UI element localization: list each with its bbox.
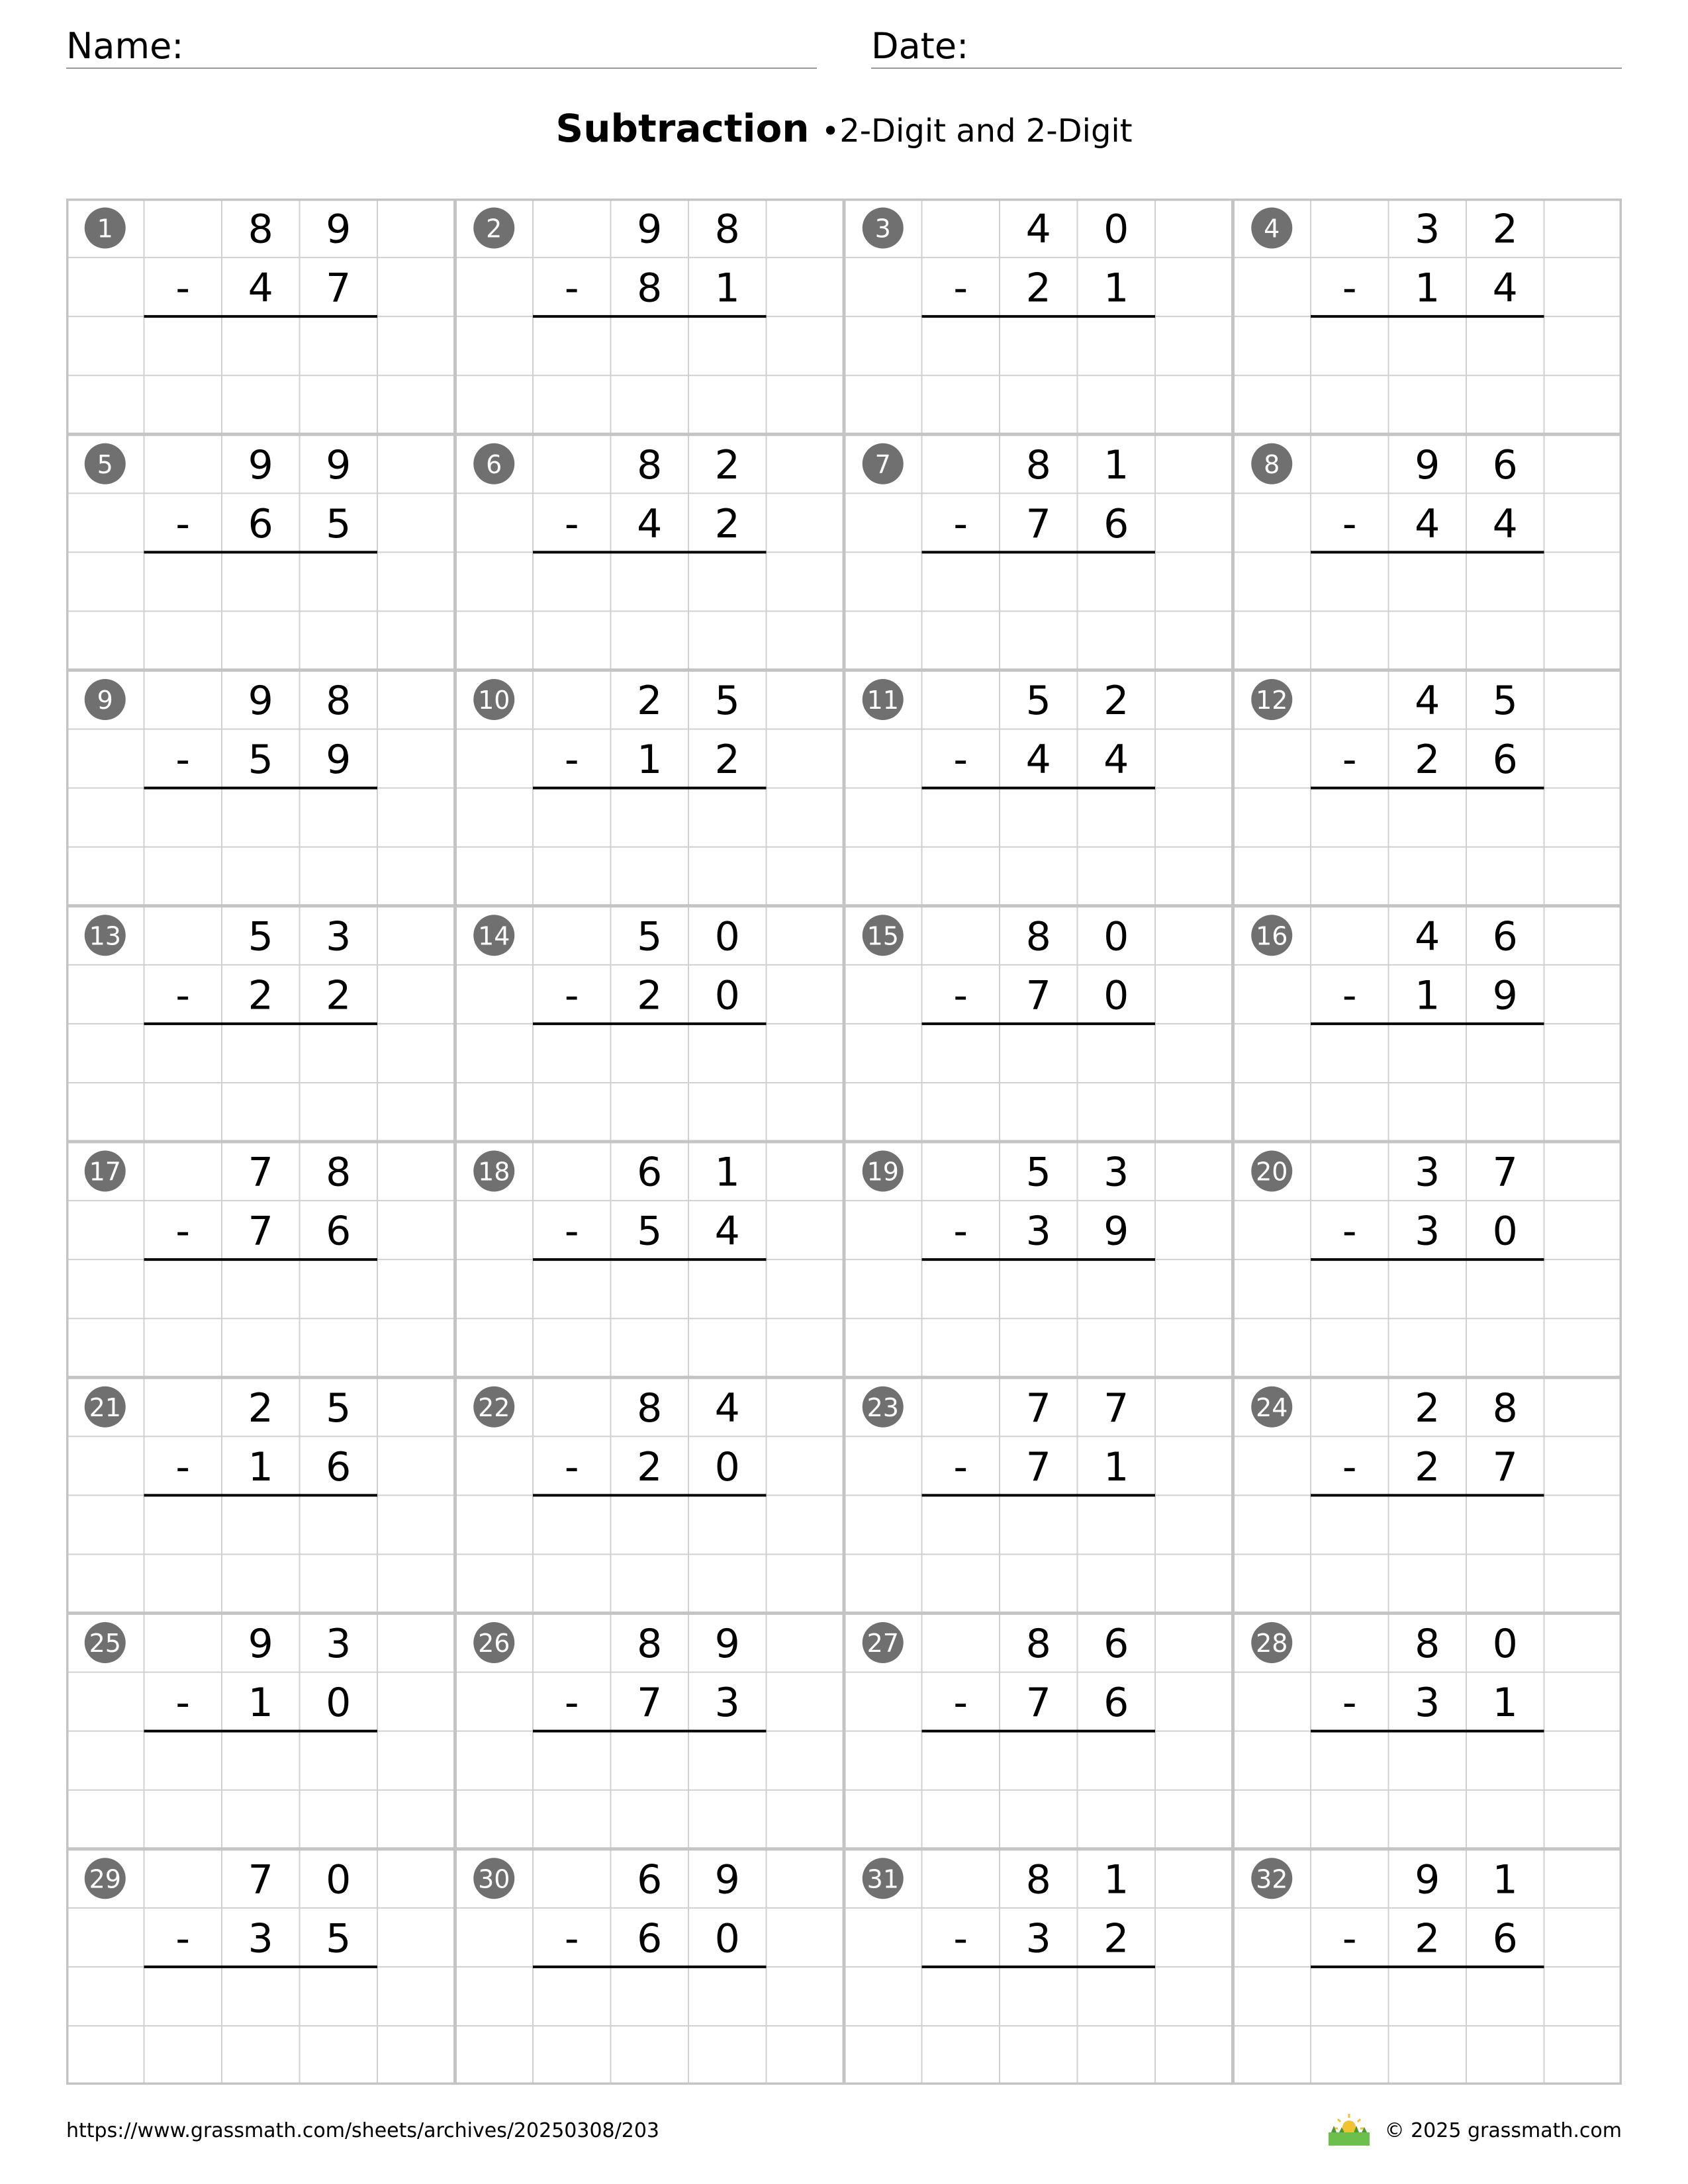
minuend-digit: 1 [1492,1856,1518,1903]
minuend-digit: 4 [1415,678,1440,725]
minus-sign: - [175,265,191,312]
subtrahend-digit: 9 [1492,972,1518,1019]
minuend-digit: 9 [637,206,663,253]
date-field[interactable] [871,21,1622,69]
subtrahend-digit: 1 [248,1443,273,1490]
minuend-digit: 2 [1103,678,1129,725]
minus-sign: - [953,500,968,547]
minuend-digit: 8 [637,441,663,488]
subtrahend-digit: 9 [326,737,352,784]
minuend-digit: 2 [714,441,740,488]
subtrahend-digit: 4 [714,1208,740,1255]
minuend-digit: 3 [1103,1149,1129,1196]
minuend-digit: 9 [248,1621,273,1668]
minuend-digit: 3 [326,913,352,960]
minuend-digit: 7 [248,1856,273,1903]
minuend-digit: 8 [1492,1385,1518,1432]
problem-number: 26 [478,1629,510,1659]
minus-sign: - [564,500,579,547]
subtrahend-digit: 4 [248,265,273,312]
minuend-digit: 7 [1492,1149,1518,1196]
minuend-digit: 7 [1025,1385,1051,1432]
minus-sign: - [1342,737,1357,784]
problem-number: 1 [97,214,113,244]
minus-sign: - [953,265,968,312]
minuend-digit: 8 [1025,913,1051,960]
minuend-digit: 6 [637,1149,663,1196]
problem-grid [66,199,1622,2085]
problem-number: 31 [867,1864,899,1894]
subtrahend-digit: 5 [637,1208,663,1255]
date-line [871,68,1622,69]
minus-sign: - [564,265,579,312]
problem-number: 12 [1256,686,1288,715]
minus-sign: - [175,1208,191,1255]
minuend-digit: 8 [1415,1621,1440,1668]
minuend-digit: 8 [1025,1621,1051,1668]
title-main: Subtraction [555,106,810,151]
minuend-digit: 3 [326,1621,352,1668]
minus-sign: - [1342,972,1357,1019]
problem-number: 11 [867,686,899,715]
subtrahend-digit: 0 [1492,1208,1518,1255]
subtrahend-digit: 7 [1492,1443,1518,1490]
subtrahend-digit: 5 [326,1915,352,1962]
minuend-digit: 1 [1103,1856,1129,1903]
minus-sign: - [953,1443,968,1490]
minuend-digit: 7 [248,1149,273,1196]
subtrahend-digit: 2 [1103,1915,1129,1962]
minuend-digit: 6 [637,1856,663,1903]
problem-number: 20 [1256,1157,1288,1187]
minuend-digit: 6 [1492,913,1518,960]
minus-sign: - [564,1443,579,1490]
subtrahend-digit: 0 [714,1443,740,1490]
minuend-digit: 6 [1492,441,1518,488]
subtrahend-digit: 7 [637,1680,663,1727]
problem-number: 2 [486,214,502,244]
minuend-digit: 8 [637,1621,663,1668]
minuend-digit: 5 [1492,678,1518,725]
subtrahend-digit: 2 [1415,1443,1440,1490]
minus-sign: - [953,737,968,784]
minuend-digit: 9 [248,678,273,725]
problem-number: 5 [97,449,113,479]
minuend-digit: 9 [1415,441,1440,488]
problem-number: 13 [89,921,121,951]
subtrahend-digit: 1 [1415,265,1440,312]
subtrahend-digit: 6 [326,1208,352,1255]
subtrahend-digit: 0 [1103,972,1129,1019]
minuend-digit: 9 [714,1856,740,1903]
minuend-digit: 9 [326,206,352,253]
subtrahend-digit: 1 [714,265,740,312]
subtrahend-digit: 8 [637,265,663,312]
title-separator: • [821,113,840,149]
minuend-digit: 9 [248,441,273,488]
minuend-digit: 8 [714,206,740,253]
subtrahend-digit: 1 [1103,265,1129,312]
subtrahend-digit: 1 [637,737,663,784]
problem-number: 16 [1256,921,1288,951]
subtrahend-digit: 1 [1415,972,1440,1019]
problem-number: 10 [478,686,510,715]
minuend-digit: 6 [1103,1621,1129,1668]
subtrahend-digit: 2 [714,500,740,547]
problem-number: 21 [89,1392,121,1422]
minuend-digit: 8 [1025,1856,1051,1903]
subtrahend-digit: 1 [248,1680,273,1727]
minuend-digit: 8 [326,678,352,725]
minuend-digit: 0 [1492,1621,1518,1668]
subtrahend-digit: 0 [714,972,740,1019]
subtrahend-digit: 5 [248,737,273,784]
minuend-digit: 3 [1415,1149,1440,1196]
minus-sign: - [1342,1208,1357,1255]
problem-number: 4 [1264,214,1280,244]
minus-sign: - [175,500,191,547]
footer-copyright: © 2025 grassmath.com [1384,2119,1622,2142]
problem-number: 25 [89,1629,121,1659]
subtrahend-digit: 2 [326,972,352,1019]
footer-url: https://www.grassmath.com/sheets/archives/20250308/203 [66,2119,660,2142]
minus-sign: - [953,1915,968,1962]
minuend-digit: 9 [1415,1856,1440,1903]
subtrahend-digit: 2 [637,1443,663,1490]
subtrahend-digit: 1 [1492,1680,1518,1727]
problem-number: 18 [478,1157,510,1187]
name-field[interactable] [66,21,817,69]
minus-sign: - [564,972,579,1019]
minus-sign: - [175,1443,191,1490]
minus-sign: - [175,737,191,784]
subtrahend-digit: 7 [1025,972,1051,1019]
problem-number: 19 [867,1157,899,1187]
subtrahend-digit: 3 [248,1915,273,1962]
problem-number: 7 [874,449,891,479]
minuend-digit: 4 [1025,206,1051,253]
minuend-digit: 5 [248,913,273,960]
name-line [66,68,817,69]
problem-number: 17 [89,1157,121,1187]
minuend-digit: 8 [637,1385,663,1432]
minuend-digit: 2 [1415,1385,1440,1432]
minus-sign: - [1342,1443,1357,1490]
problem-number: 3 [874,214,891,244]
minus-sign: - [175,1680,191,1727]
minuend-digit: 5 [1025,678,1051,725]
subtrahend-digit: 7 [1025,500,1051,547]
minus-sign: - [175,1915,191,1962]
subtrahend-digit: 0 [714,1915,740,1962]
problem-number: 24 [1256,1392,1288,1422]
subtrahend-digit: 6 [1492,737,1518,784]
minuend-digit: 3 [1415,206,1440,253]
minuend-digit: 0 [1103,913,1129,960]
minuend-digit: 4 [714,1385,740,1432]
title-subtitle: 2-Digit and 2-Digit [839,113,1133,150]
subtrahend-digit: 6 [1103,1680,1129,1727]
problem-number: 22 [478,1392,510,1422]
problem-number: 30 [478,1864,510,1894]
minus-sign: - [953,1208,968,1255]
subtrahend-digit: 3 [714,1680,740,1727]
minus-sign: - [175,972,191,1019]
minuend-digit: 5 [714,678,740,725]
problem-number: 28 [1256,1629,1288,1659]
subtrahend-digit: 2 [248,972,273,1019]
minus-sign: - [1342,1915,1357,1962]
subtrahend-digit: 1 [1103,1443,1129,1490]
subtrahend-digit: 3 [1025,1208,1051,1255]
minuend-digit: 2 [1492,206,1518,253]
subtrahend-digit: 4 [1025,737,1051,784]
minuend-digit: 5 [326,1385,352,1432]
minuend-digit: 9 [714,1621,740,1668]
subtrahend-digit: 2 [637,972,663,1019]
subtrahend-digit: 6 [1103,500,1129,547]
minuend-digit: 5 [637,913,663,960]
subtrahend-digit: 6 [248,500,273,547]
minuend-digit: 9 [326,441,352,488]
subtrahend-digit: 0 [326,1680,352,1727]
grassmath-logo-icon [1326,2111,1372,2148]
problem-number: 14 [478,921,510,951]
subtrahend-digit: 7 [1025,1680,1051,1727]
minuend-digit: 2 [637,678,663,725]
subtrahend-digit: 4 [1103,737,1129,784]
subtrahend-digit: 7 [1025,1443,1051,1490]
problem-number: 29 [89,1864,121,1894]
minuend-digit: 8 [248,206,273,253]
minus-sign: - [564,737,579,784]
problem-number: 23 [867,1392,899,1422]
minus-sign: - [1342,500,1357,547]
minus-sign: - [1342,265,1357,312]
minus-sign: - [564,1915,579,1962]
subtrahend-digit: 2 [1415,737,1440,784]
problem-number: 8 [1264,449,1280,479]
minuend-digit: 7 [1103,1385,1129,1432]
subtrahend-digit: 6 [1492,1915,1518,1962]
minus-sign: - [953,972,968,1019]
subtrahend-digit: 4 [1492,265,1518,312]
minuend-digit: 5 [1025,1149,1051,1196]
subtrahend-digit: 7 [248,1208,273,1255]
minuend-digit: 1 [1103,441,1129,488]
minuend-digit: 0 [1103,206,1129,253]
page-title [0,105,1688,155]
minus-sign: - [564,1208,579,1255]
subtrahend-digit: 6 [637,1915,663,1962]
subtrahend-digit: 4 [637,500,663,547]
problem-number: 9 [97,686,113,715]
subtrahend-digit: 3 [1415,1208,1440,1255]
subtrahend-digit: 4 [1415,500,1440,547]
subtrahend-digit: 6 [326,1443,352,1490]
subtrahend-digit: 3 [1415,1680,1440,1727]
minus-sign: - [564,1680,579,1727]
subtrahend-digit: 7 [326,265,352,312]
minuend-digit: 8 [1025,441,1051,488]
subtrahend-digit: 2 [714,737,740,784]
minuend-digit: 1 [714,1149,740,1196]
problem-number: 15 [867,921,899,951]
minuend-digit: 8 [326,1149,352,1196]
minuend-digit: 4 [1415,913,1440,960]
subtrahend-digit: 2 [1415,1915,1440,1962]
minuend-digit: 0 [714,913,740,960]
problem-number: 32 [1256,1864,1288,1894]
problem-number: 27 [867,1629,899,1659]
minuend-digit: 0 [326,1856,352,1903]
problem-number: 6 [486,449,502,479]
name-label: Name: [66,25,184,67]
minuend-digit: 2 [248,1385,273,1432]
minus-sign: - [953,1680,968,1727]
subtrahend-digit: 5 [326,500,352,547]
date-label: Date: [871,25,969,67]
subtrahend-digit: 3 [1025,1915,1051,1962]
subtrahend-digit: 9 [1103,1208,1129,1255]
subtrahend-digit: 4 [1492,500,1518,547]
minus-sign: - [1342,1680,1357,1727]
subtrahend-digit: 2 [1025,265,1051,312]
